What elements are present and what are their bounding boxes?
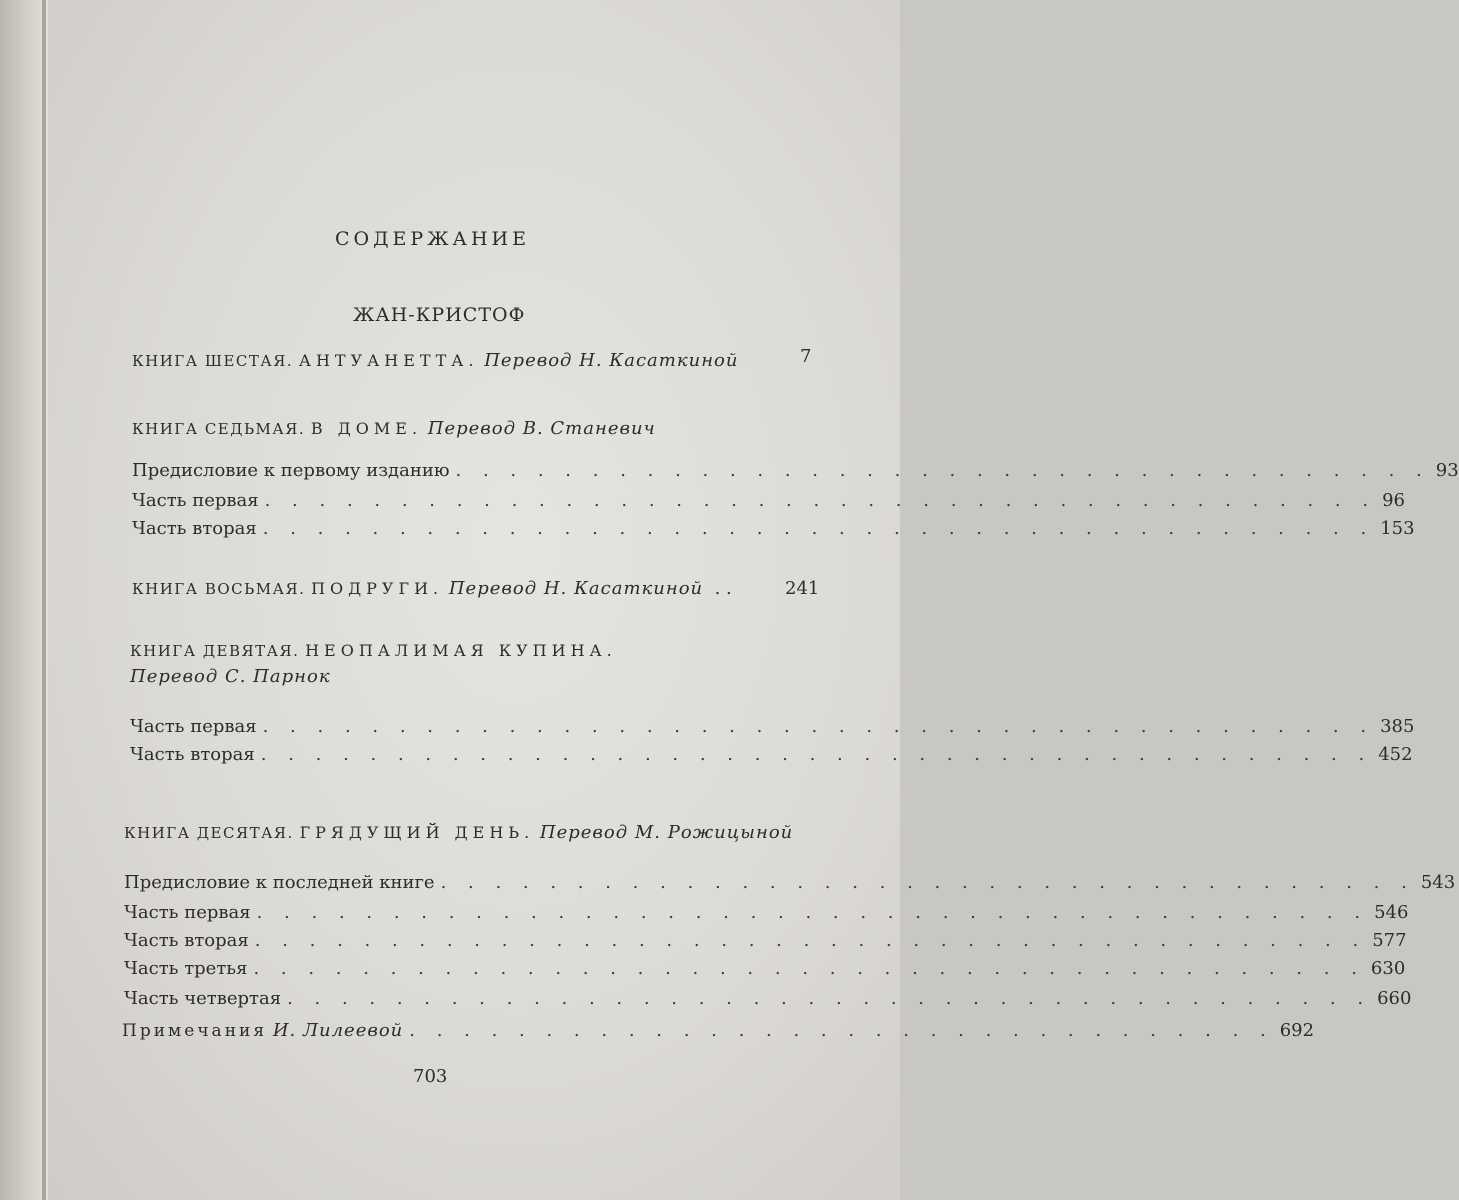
- book8-page: 241: [785, 578, 820, 599]
- book7-line: [132, 418, 656, 439]
- book8-translator: Перевод Н. Касаткиной: [448, 578, 704, 599]
- book10-entry-preface: Предисловие к последней книге . . . . . . . . . . . . . . . . . . . . . . . . . . . . . . . . . . . . 543: [124, 872, 1456, 893]
- book7-entry-preface: Предисловие к первому изданию . . . . . . . . . . . . . . . . . . . . . . . . . . . . . . . . . . . . 93: [132, 460, 1459, 481]
- book6-name: АНТУАНЕТТА.: [298, 351, 479, 370]
- book6-page: 7: [800, 346, 812, 367]
- book9-label: КНИГА ДЕВЯТАЯ.: [130, 642, 300, 660]
- book-page: [48, 0, 1459, 1200]
- book7-label: КНИГА СЕДЬМАЯ.: [132, 420, 306, 438]
- book7-entry-part2: Часть вторая . . . . . . . . . . . . . . . . . . . . . . . . . . . . . . . . . . . . . . . . . 153: [132, 518, 1415, 539]
- notes-translator: И. Лилеевой: [272, 1020, 404, 1041]
- work-title: ЖАН-КРИСТОФ: [353, 304, 526, 326]
- book10-line: [124, 822, 793, 843]
- book7-name: В ДОМЕ.: [310, 419, 423, 438]
- notes-entry: Примечания И. Лилеевой . . . . . . . . . . . . . . . . . . . . . . . . . . . . . . . . 692: [122, 1020, 1315, 1041]
- book10-name: ГРЯДУЩИЙ ДЕНЬ.: [299, 823, 535, 842]
- book8-line: КНИГА ВОСЬМАЯ. ПОДРУГИ. Перевод Н. Касаткиной . .: [132, 578, 732, 599]
- book10-entry-part4: Часть четвертая . . . . . . . . . . . . . . . . . . . . . . . . . . . . . . . . . . . . . . . . 660: [124, 988, 1412, 1009]
- book9-translator: Перевод С. Парнок: [130, 666, 331, 687]
- book10-entry-part2: Часть вторая . . . . . . . . . . . . . . . . . . . . . . . . . . . . . . . . . . . . . . . . . 577: [124, 930, 1407, 951]
- spine-edge: [42, 0, 46, 1200]
- book10-translator: Перевод М. Рожицыной: [539, 822, 794, 843]
- book8-label: КНИГА ВОСЬМАЯ.: [132, 580, 306, 598]
- toc-heading: СОДЕРЖАНИЕ: [335, 228, 530, 250]
- book9-line: [130, 640, 617, 661]
- book6-label: КНИГА ШЕСТАЯ.: [132, 352, 294, 370]
- book9-entry-part1: Часть первая . . . . . . . . . . . . . . . . . . . . . . . . . . . . . . . . . . . . . . . . . 385: [130, 716, 1415, 737]
- page-number: 703: [413, 1066, 448, 1087]
- book-spine: [0, 0, 48, 1200]
- book8-name: ПОДРУГИ.: [311, 579, 444, 598]
- book10-label: КНИГА ДЕСЯТАЯ.: [124, 824, 294, 842]
- book7-entry-part1: Часть первая . . . . . . . . . . . . . . . . . . . . . . . . . . . . . . . . . . . . . . . . . 96: [132, 490, 1405, 511]
- book6-line: [132, 350, 738, 371]
- book6-translator: Перевод Н. Касаткиной: [484, 350, 739, 371]
- book9-name: НЕОПАЛИМАЯ КУПИНА.: [305, 641, 617, 660]
- book10-entry-part3: Часть третья . . . . . . . . . . . . . . . . . . . . . . . . . . . . . . . . . . . . . . . . . 630: [124, 958, 1406, 979]
- notes-label: Примечания: [122, 1021, 268, 1041]
- book7-translator: Перевод В. Станевич: [427, 418, 656, 439]
- book9-entry-part2: Часть вторая . . . . . . . . . . . . . . . . . . . . . . . . . . . . . . . . . . . . . . . . . 452: [130, 744, 1413, 765]
- book10-entry-part1: Часть первая . . . . . . . . . . . . . . . . . . . . . . . . . . . . . . . . . . . . . . . . . 546: [124, 902, 1409, 923]
